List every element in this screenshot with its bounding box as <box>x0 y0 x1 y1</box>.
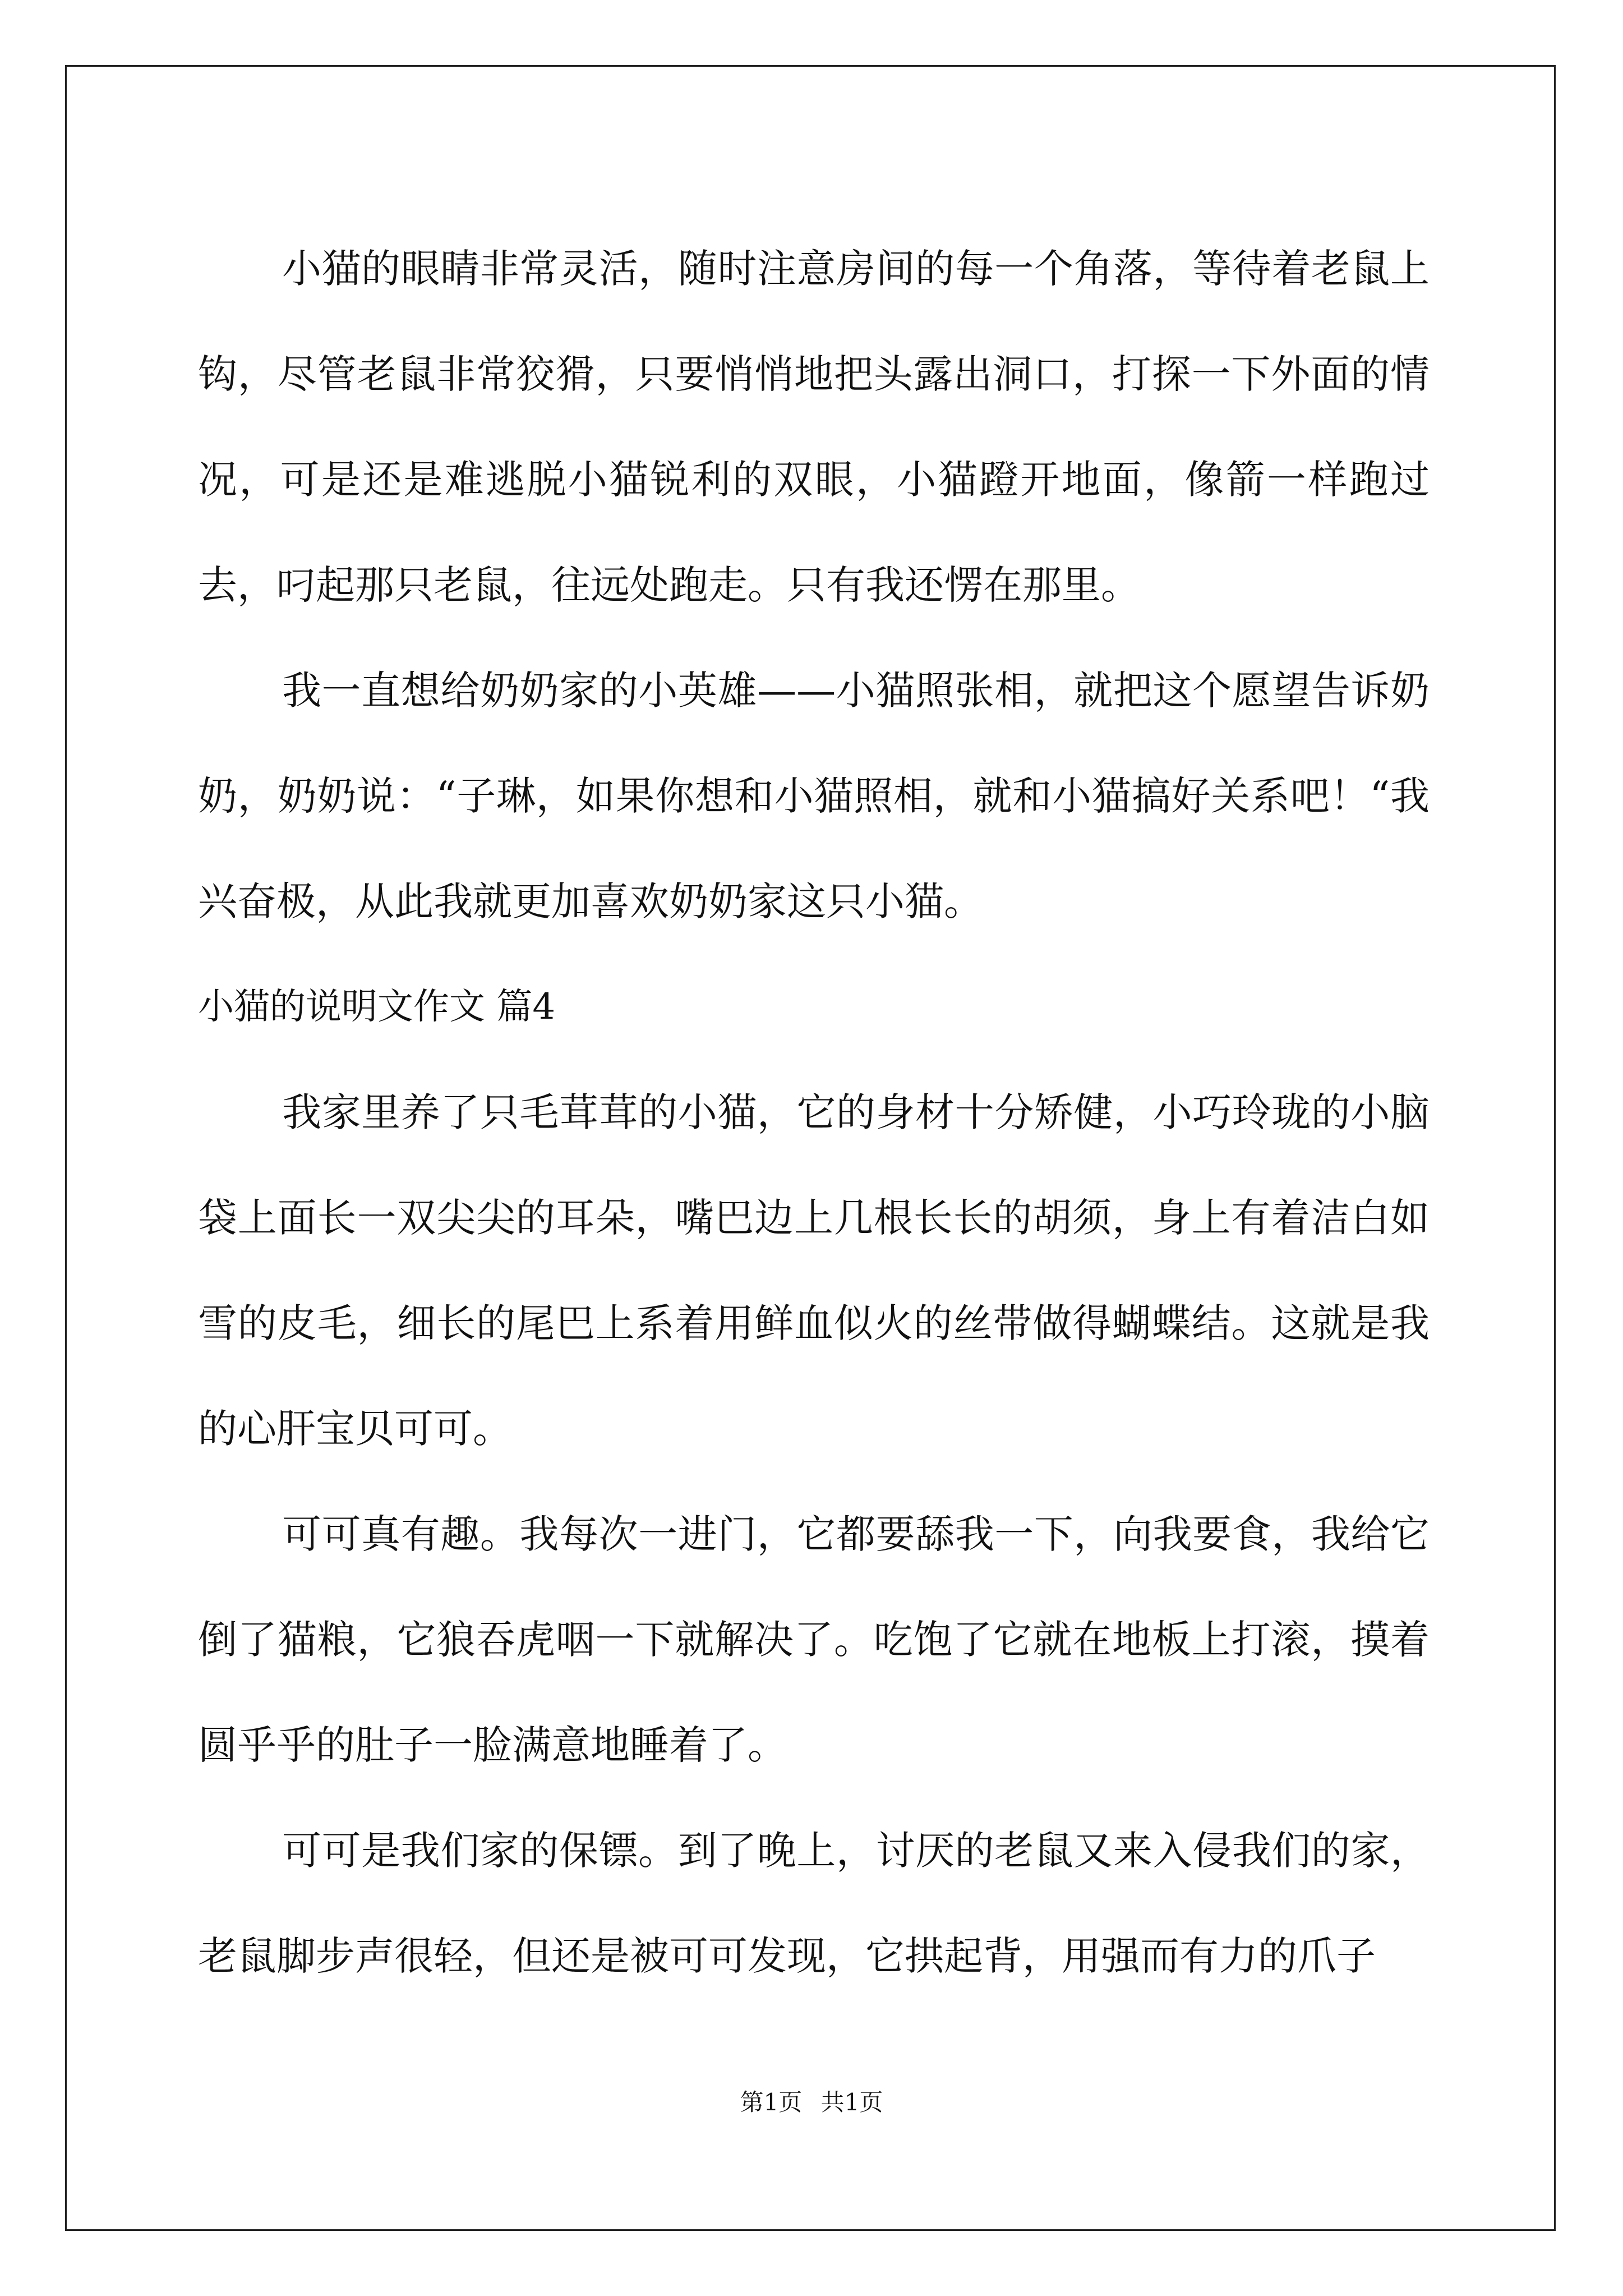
page-number-current: 第1页 <box>740 2088 803 2116</box>
paragraph-cat-guard: 可可是我们家的保镖。到了晚上，讨厌的老鼠又来入侵我们的家，老鼠脚步声很轻，但还是被可可发现，它拱起背，用强而有力的爪子 <box>198 1828 1430 1979</box>
paragraph-cat-eyes: 小猫的眼睛非常灵活，随时注意房间的每一个角落，等待着老鼠上钩，尽管老鼠非常狡猾，只要悄悄地把头露出洞口，打探一下外面的情况，可是还是难逃脱小猫锐利的双眼，小猫蹬开地面，像箭一样跑过去，叼起那只老鼠，往远处跑走。只有我还愣在那里。 <box>198 246 1430 608</box>
paragraph-cat-photo: 我一直想给奶奶家的小英雄——小猫照张相，就把这个愿望告诉奶奶，奶奶说：“子琳，如果你想和小猫照相，就和小猫搞好关系吧！“我兴奋极，从此我就更加喜欢奶奶家这只小猫。 <box>198 668 1430 924</box>
document-body <box>198 216 1430 2009</box>
section-heading: 小猫的说明文作文 篇4 <box>198 986 556 1028</box>
paragraph-cat-fun: 可可真有趣。我每次一进门，它都要舔我一下，向我要食，我给它倒了猫粮，它狼吞虎咽一下就解决了。吃饱了它就在地板上打滚，摸着圆乎乎的肚子一脸满意地睡着了。 <box>198 1511 1430 1768</box>
page-footer <box>0 2086 1623 2119</box>
page-number-total: 共1页 <box>820 2088 883 2116</box>
paragraph-cat-description: 我家里养了只毛茸茸的小猫，它的身材十分矫健，小巧玲珑的小脑袋上面长一双尖尖的耳朵，嘴巴边上几根长长的胡须，身上有着洁白如雪的皮毛，细长的尾巴上系着用鲜血似火的丝带做得蝴蝶结。这就是我的心肝宝贝可可。 <box>198 1089 1430 1452</box>
